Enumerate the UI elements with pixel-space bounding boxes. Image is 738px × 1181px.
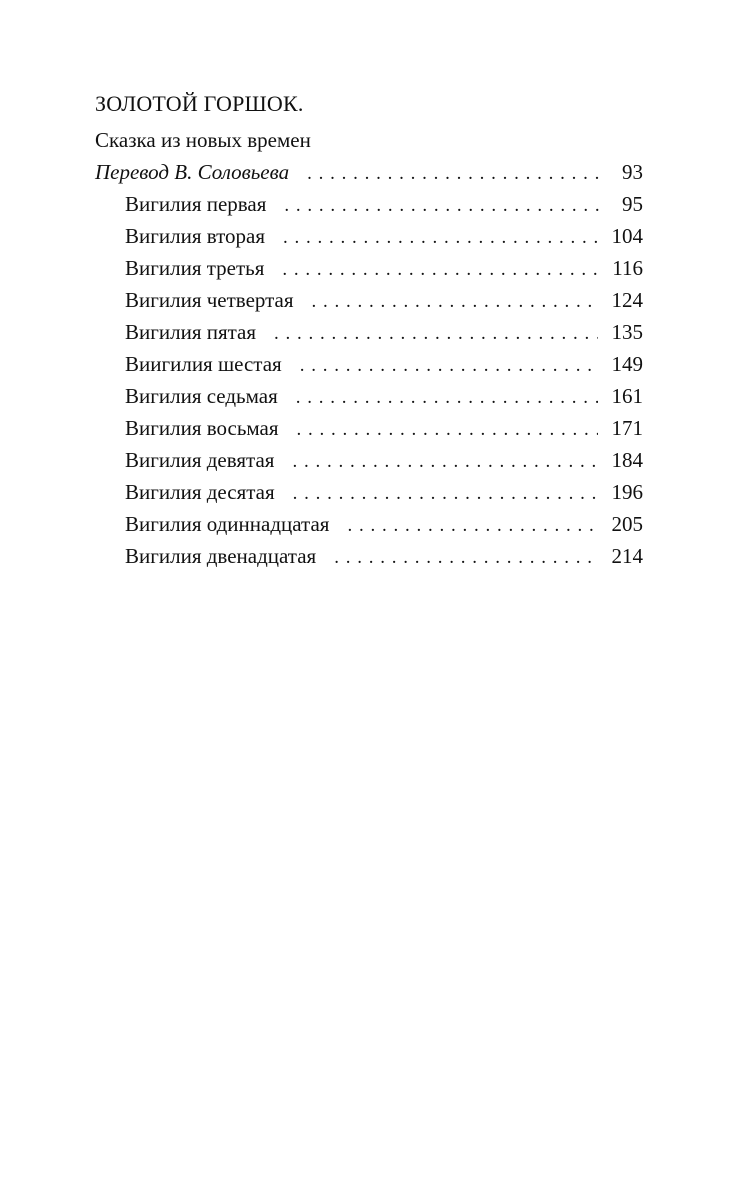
toc-page-number: 104 [611, 224, 643, 248]
toc-entry-label: Вигилия первая [125, 192, 267, 216]
toc-page-number: 116 [612, 256, 643, 280]
dot-leader [282, 254, 598, 286]
toc-page-number: 149 [611, 352, 643, 376]
dot-leader [300, 350, 598, 382]
toc-entry-label: Вигилия пятая [125, 320, 257, 344]
work-subtitle: Сказка из новых времен [95, 128, 311, 152]
toc-page-number: 205 [611, 512, 643, 536]
toc-page-number: 135 [611, 320, 643, 344]
dot-leader [347, 510, 597, 542]
toc-entry-label: Вигилия двенадцатая [125, 544, 317, 568]
dot-leader [293, 478, 598, 510]
toc-entry-label: Вигилия восьмая [125, 416, 279, 440]
toc-entry-label: Вигилия вторая [125, 224, 265, 248]
toc-page-number: 95 [622, 192, 643, 216]
toc-entry-label: Перевод В. Соловьева [95, 160, 290, 184]
toc-entry-label: Вигилия четвертая [125, 288, 294, 312]
toc-entry-chapter [95, 444, 643, 476]
toc-page-number: 196 [611, 480, 643, 504]
toc-entry-chapter [95, 284, 643, 316]
toc-entry-chapter [95, 412, 643, 444]
toc-entry-chapter [95, 380, 643, 412]
toc-entry-translation [95, 156, 643, 188]
dot-leader [307, 158, 599, 190]
dot-leader [312, 286, 598, 318]
toc-entry-chapter [95, 540, 643, 572]
dot-leader [292, 446, 597, 478]
toc-entry-chapter [95, 252, 643, 284]
toc-entry-label: Виигилия шестая [125, 352, 282, 376]
toc-page-number: 93 [622, 160, 643, 184]
dot-leader [297, 414, 598, 446]
dot-leader [284, 190, 599, 222]
toc-page-number: 184 [611, 448, 643, 472]
dot-leader [274, 318, 597, 350]
toc-entry-chapter [95, 220, 643, 252]
toc-list [95, 156, 643, 572]
toc-entry-chapter [95, 348, 643, 380]
table-of-contents [95, 88, 643, 572]
toc-entry-label: Вигилия третья [125, 256, 265, 280]
toc-page-number: 161 [611, 384, 643, 408]
toc-entry-chapter [95, 508, 643, 540]
toc-entry-label: Вигилия одиннадцатая [125, 512, 330, 536]
toc-entry-chapter [95, 316, 643, 348]
toc-entry-chapter [95, 188, 643, 220]
toc-entry-label: Вигилия седьмая [125, 384, 278, 408]
toc-entry-label: Вигилия девятая [125, 448, 275, 472]
dot-leader [334, 542, 597, 574]
toc-entry-chapter [95, 476, 643, 508]
dot-leader [283, 222, 598, 254]
toc-page-number: 214 [611, 544, 643, 568]
dot-leader [296, 382, 598, 414]
toc-page-number: 171 [611, 416, 643, 440]
toc-entry-label: Вигилия десятая [125, 480, 275, 504]
toc-page-number: 124 [611, 288, 643, 312]
work-title: ЗОЛОТОЙ ГОРШОК. [95, 91, 304, 116]
